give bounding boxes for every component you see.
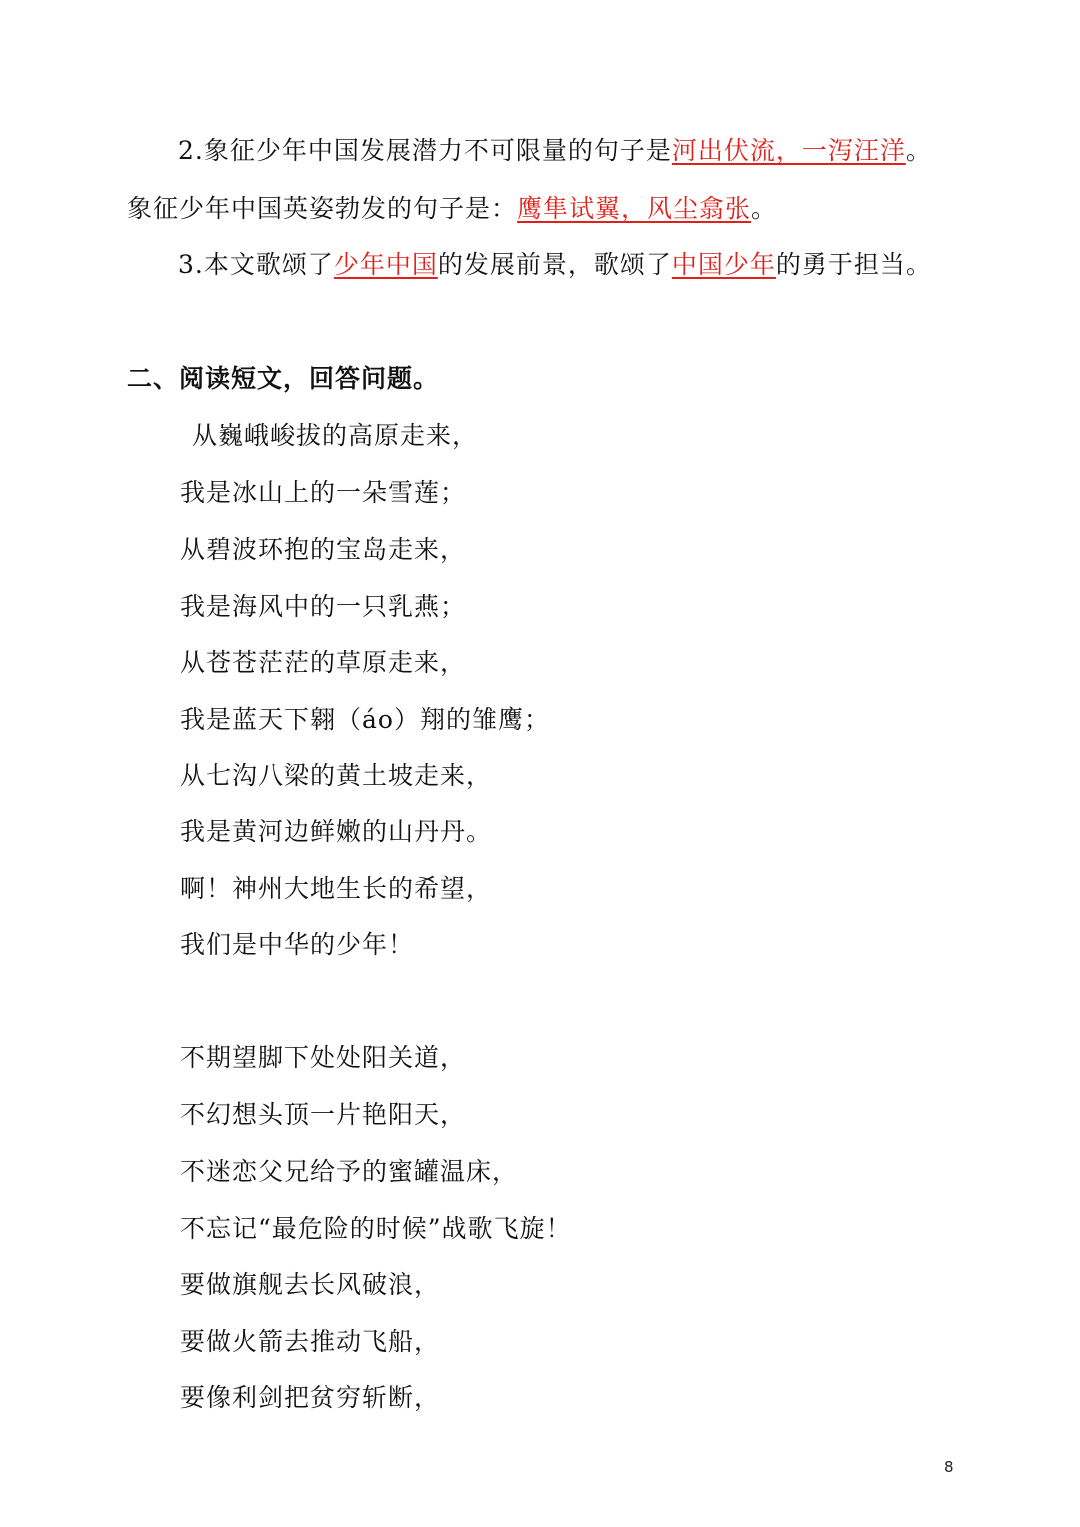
q3-answer-2: 中国少年 <box>671 250 776 279</box>
poem-line: 从七沟八梁的黄土坡走来， <box>180 761 493 790</box>
q2-answer-1: 河出伏流，一泻汪洋 <box>671 136 906 165</box>
q2-line-2-suffix: 。 <box>751 194 778 223</box>
poem-line: 从巍峨峻拔的高原走来， <box>192 421 479 450</box>
q2-line-1-suffix: 。 <box>905 136 932 165</box>
poem-line: 不迷恋父兄给予的蜜罐温床， <box>180 1157 519 1186</box>
q3-suffix: 的勇于担当。 <box>775 250 932 279</box>
poem-line: 我是蓝天下翱（áo）翔的雏鹰； <box>180 705 550 734</box>
q3-middle: 的发展前景，歌颂了 <box>437 250 672 279</box>
q2-line-2 <box>127 192 777 226</box>
poem-line: 我们是中华的少年！ <box>180 930 415 959</box>
poem-line: 从苍苍茫茫的草原走来， <box>180 648 467 677</box>
q3-answer-1: 少年中国 <box>333 250 438 279</box>
poem-line: 要像利剑把贫穷斩断， <box>180 1383 441 1412</box>
q2-line-1-prefix: 2.象征少年中国发展潜力不可限量的句子是 <box>178 136 672 165</box>
q3-prefix: 3.本文歌颂了 <box>178 250 334 279</box>
poem-line: 我是海风中的一只乳燕； <box>180 592 467 621</box>
poem-line: 我是冰山上的一朵雪莲； <box>180 478 467 507</box>
poem-line: 从碧波环抱的宝岛走来， <box>180 535 467 564</box>
poem-line: 不忘记“最危险的时候”战歌飞旋！ <box>180 1214 572 1243</box>
poem-line: 不幻想头顶一片艳阳天， <box>180 1100 467 1129</box>
poem-line: 要做旗舰去长风破浪， <box>180 1270 441 1299</box>
poem-line: 不期望脚下处处阳关道， <box>180 1043 467 1072</box>
q2-answer-2: 鹰隼试翼，风尘翕张 <box>517 194 752 223</box>
section-heading: 二、阅读短文，回答问题。 <box>127 364 440 393</box>
page-number: 8 <box>944 1458 954 1476</box>
q3-line <box>178 248 932 282</box>
poem-line: 我是黄河边鲜嫩的山丹丹。 <box>180 817 493 846</box>
poem-line: 要做火箭去推动飞船， <box>180 1327 441 1356</box>
q2-line-1 <box>178 134 932 168</box>
q2-line-2-prefix: 象征少年中国英姿勃发的句子是： <box>127 194 518 223</box>
poem-line: 啊！神州大地生长的希望， <box>180 874 493 903</box>
